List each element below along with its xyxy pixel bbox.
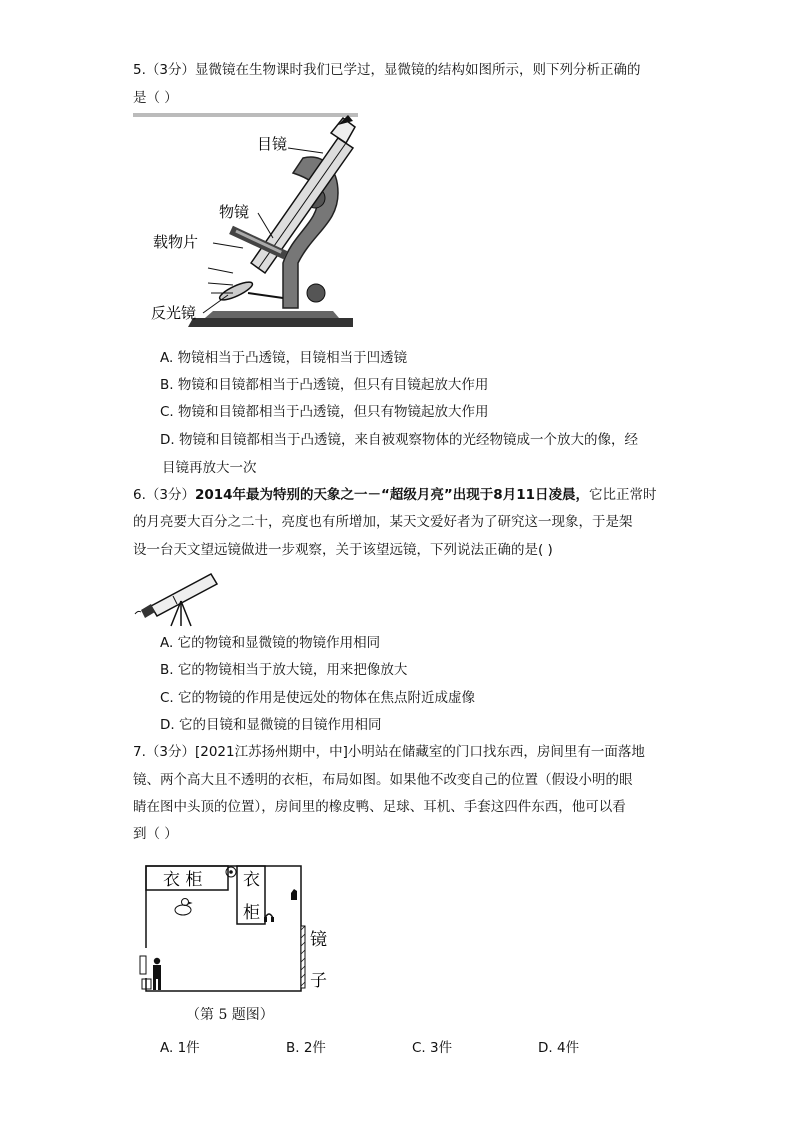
label-objective: 物镜 (219, 203, 250, 221)
glove-icon (291, 889, 297, 900)
q7-option-d: D. 4件 (538, 1040, 580, 1056)
q7-stem-line2: 镜、两个高大且不透明的衣柜，布局如图。如果他不改变自己的位置（假设小明的眼 (133, 772, 633, 788)
q6-stem-line2: 的月亮要大百分之二十，亮度也有所增加，某天文爱好者为了研究这一现象，于是架 (133, 514, 633, 530)
q6-option-a: A. 它的物镜和显微镜的物镜作用相同 (160, 635, 381, 651)
q5-option-d: D. 物镜和目镜都相当于凸透镜，来自被观察物体的光经物镜成一个放大的像，经 (160, 432, 638, 448)
q7-option-c: C. 3件 (412, 1040, 453, 1056)
q6-stem-tail: 它比正常时 (588, 487, 657, 503)
q7-figure-caption: （第 5 题图） (186, 1007, 274, 1023)
q5-option-d-cont: 目镜再放大一次 (162, 460, 257, 476)
q7-stem-line1: 7.（3分）[2021江苏扬州期中，中]小明站在储藏室的门口找东西，房间里有一面落地 (133, 744, 645, 760)
q6-option-d: D. 它的目镜和显微镜的目镜作用相同 (160, 717, 382, 733)
room-layout-figure (133, 858, 333, 993)
microscope-figure (133, 113, 358, 338)
q5-stem-line2: 是（ ） (133, 90, 178, 106)
q7-option-b: B. 2件 (286, 1040, 326, 1056)
q5-option-b: B. 物镜和目镜都相当于凸透镜，但只有目镜起放大作用 (160, 377, 489, 393)
wardrobe1-label: 衣 柜 (163, 870, 203, 890)
label-eyepiece: 目镜 (257, 135, 288, 153)
q5-stem-line1: 5.（3分）显微镜在生物课时我们已学过，显微镜的结构如图所示，则下列分析正确的 (133, 62, 641, 78)
q6-option-c: C. 它的物镜的作用是使远处的物体在焦点附近成虚像 (160, 690, 476, 706)
q6-stem-line1 (133, 485, 656, 505)
q5-option-a: A. 物镜相当于凸透镜，目镜相当于凹透镜 (160, 350, 408, 366)
q7-stem-line4: 到（ ） (133, 826, 178, 842)
person-icon (153, 958, 161, 990)
q6-number: 6.（3分） (133, 487, 195, 503)
telescope-figure (133, 566, 223, 628)
q6-stem-bold: 2014年最为特别的天象之一－“超级月亮”出现于8月11日凌晨， (194, 487, 589, 503)
mirror-label-2: 子 (310, 971, 327, 991)
mirror-label-1: 镜 (310, 930, 327, 950)
q7-stem-line3: 睛在图中头顶的位置），房间里的橡皮鸭、足球、耳机、手套这四件东西，他可以看 (133, 799, 626, 815)
label-slide: 载物片 (153, 233, 199, 251)
rubber-duck-icon (175, 899, 191, 916)
q5-option-c: C. 物镜和目镜都相当于凸透镜，但只有物镜起放大作用 (160, 404, 489, 420)
wardrobe2-label-bottom: 柜 (243, 903, 260, 923)
q6-option-b: B. 它的物镜相当于放大镜，用来把像放大 (160, 662, 408, 678)
q7-option-a: A. 1件 (160, 1040, 200, 1056)
label-mirror: 反光镜 (151, 304, 197, 322)
wardrobe2-label-top: 衣 (243, 870, 260, 890)
q6-stem-line3: 设一台天文望远镜做进一步观察，关于该望远镜，下列说法正确的是( ) (133, 542, 553, 558)
